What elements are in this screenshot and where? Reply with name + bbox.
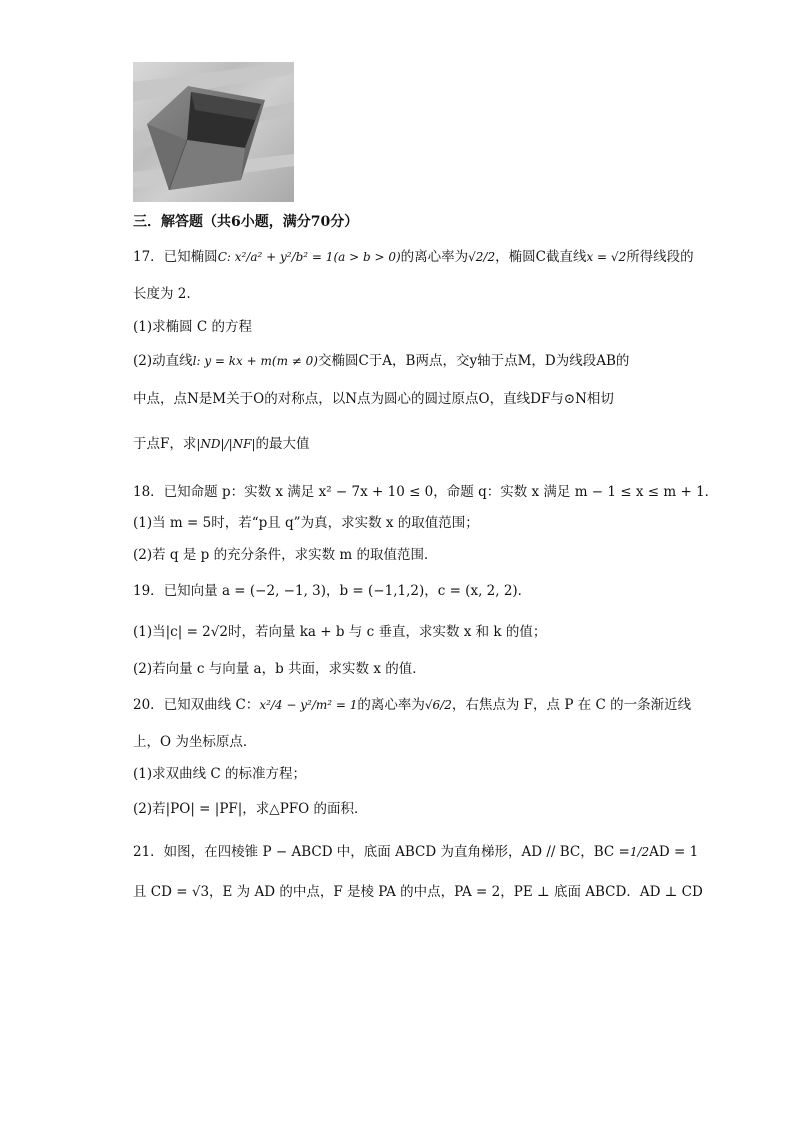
q17-ratio: |ND|/|NF| <box>196 437 256 451</box>
q17-p2-line-equation: l: y = kx + m(m ≠ 0) <box>192 354 318 368</box>
q21-line-1 <box>133 842 698 862</box>
q17-part-2-line-2: 中点，点N是M关于O的对称点，以N点为圆心的圆过原点O，直线DF与⊙N相切 <box>133 391 614 407</box>
q20-part-1: (1)求双曲线 C 的标准方程； <box>133 766 307 782</box>
q19-line-1: 19．已知向量 a = (−2, −1, 3)，b = (−1,1,2)，c = (x, 2, 2)． <box>133 583 532 599</box>
q17-ellipse-equation: C: x²/a² + y²/b² = 1(a > b > 0) <box>217 250 401 264</box>
q20-part-2: (2)若|PO| = |PF|，求△PFO 的面积． <box>133 801 368 817</box>
q17-p2-l3-text-a: 于点F，求 <box>133 436 197 452</box>
wooden-container-photo <box>133 62 294 202</box>
q17-text-c: ，椭圆C截直线 <box>495 249 587 265</box>
q17-part-1: (1)求椭圆 C 的方程 <box>133 319 253 335</box>
q17-p2-text-b: 交椭圆C于A，B两点，交y轴于点M，D为线段AB的 <box>317 353 630 369</box>
q20-text-c: ，右焦点为 F，点 P 在 C 的一条渐近线 <box>451 697 692 713</box>
q21-fraction: 1/2 <box>629 845 650 859</box>
q20-text-b: 的离心率为 <box>357 697 425 713</box>
q20-line-1 <box>133 695 691 715</box>
q17-eccentricity: √2/2 <box>468 250 496 264</box>
q18-part-1: (1)当 m = 5时，若“p且 q”为真，求实数 x 的取值范围； <box>133 515 479 531</box>
q17-line-equation: x = √2 <box>586 250 627 264</box>
q17-text-d: 所得线段的 <box>626 249 694 265</box>
q17-line-2: 长度为 2. <box>133 286 191 302</box>
q19-part-2: (2)若向量 c 与向量 a，b 共面，求实数 x 的值． <box>133 661 426 677</box>
q21-text-a: 21．如图，在四棱锥 P − ABCD 中，底面 ABCD 为直角梯形，AD // BC，BC = <box>133 844 630 860</box>
q20-hyperbola-equation: x²/4 − y²/m² = 1 <box>259 698 358 712</box>
q17-p2-text-a: (2)动直线 <box>133 353 193 369</box>
q20-line-2: 上，O 为坐标原点． <box>133 734 257 750</box>
q17-p2-l3-text-b: 的最大值 <box>255 436 310 452</box>
q21-text-b: AD = 1 <box>649 844 699 860</box>
q19-part-1: (1)当|c| = 2√2时，若向量 ka + b 与 c 垂直，求实数 x 和 k 的值； <box>133 624 547 640</box>
q18-part-2: (2)若 q 是 p 的充分条件，求实数 m 的取值范围． <box>133 547 438 563</box>
q20-eccentricity: √6/2 <box>424 698 452 712</box>
q17-part-2 <box>133 351 629 371</box>
q21-line-2: 且 CD = √3，E 为 AD 的中点，F 是棱 PA 的中点，PA = 2，PE ⊥ 底面 ABCD．AD ⊥ CD <box>133 884 703 900</box>
q17-text-a: 17．已知椭圆 <box>133 249 218 265</box>
q17-part-2-line-3 <box>133 434 310 454</box>
q20-text-a: 20．已知双曲线 C： <box>133 697 260 713</box>
q18-line-1: 18．已知命题 p：实数 x 满足 x² − 7x + 10 ≤ 0，命题 q：实数 x 满足 m − 1 ≤ x ≤ m + 1． <box>133 484 719 500</box>
section-title: 三．解答题（共6小题，满分70分） <box>133 214 359 230</box>
q17-text-b: 的离心率为 <box>400 249 469 265</box>
q17-line-1 <box>133 247 694 267</box>
